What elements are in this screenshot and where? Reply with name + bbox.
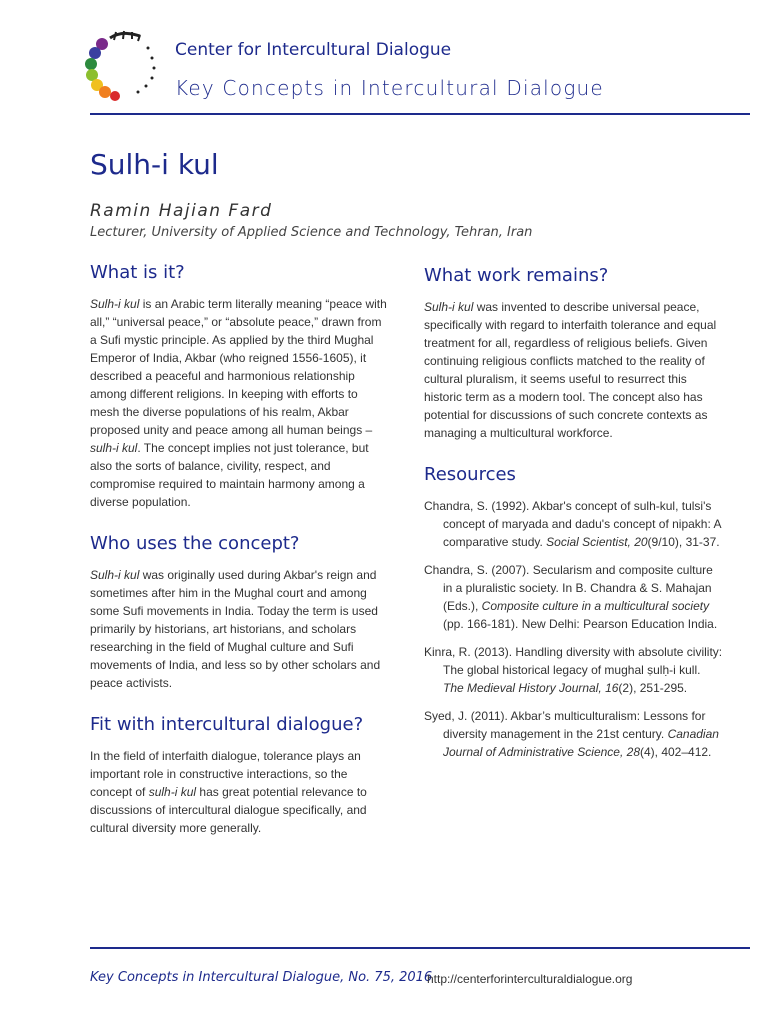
reference-italic: Social Scientist, 20 [546, 535, 648, 549]
reference-text: Chandra, S. (2007). Secularism and composite culture in a pluralistic society. In B. Chandra & S. Mahajan (Eds.), [424, 563, 713, 613]
term-italic: sulh-i kul [90, 441, 138, 455]
what-is-it-paragraph [90, 295, 390, 511]
right-column [424, 265, 724, 771]
header-divider [90, 113, 750, 115]
reference-item [424, 561, 724, 633]
reference-item [424, 643, 724, 697]
reference-italic: Canadian Journal of Administrative Science, 28 [443, 727, 719, 759]
term-italic: Sulh-i kul [424, 300, 474, 314]
footer-citation: Key Concepts in Intercultural Dialogue, No. 75, 2016 [90, 970, 433, 985]
reference-text: (9/10), 31-37. [647, 535, 720, 549]
paragraph-text: . The concept implies not just tolerance, but also the sorts of balance, civility, respect, and compromise required to maintain harmony among a diverse population. [90, 441, 369, 509]
who-uses-heading: Who uses the concept? [90, 533, 300, 554]
reference-text: (pp. 166-181). New Delhi: Pearson Education India. [443, 617, 718, 631]
paragraph-text: is an Arabic term literally meaning “peace with all,” “universal peace,” or “absolute peace,” drawn from a Sufi mystic principle. As applied by the third Mughal Emperor of India, Akbar (who reigned 1556-1605), it described a peaceful and harmonious relationship among different religions. In keeping with efforts to mesh the diverse populations of his realm, Akbar proposed unity and peace among all human beings – [90, 297, 387, 437]
fit-paragraph [90, 747, 390, 837]
org-name: Center for Intercultural Dialogue [175, 40, 452, 60]
reference-italic: The Medieval History Journal, 16 [443, 681, 619, 695]
paragraph-text: In the field of interfaith dialogue, tolerance plays an important role in constructive interactions, so the concept of [90, 749, 361, 799]
reference-text: (2), 251-295. [618, 681, 688, 695]
series-title: Key Concepts in Intercultural Dialogue [175, 76, 604, 100]
work-remains-heading: What work remains? [424, 265, 609, 286]
author-affiliation: Lecturer, University of Applied Science and Technology, Tehran, Iran [90, 225, 533, 240]
reference-item [424, 707, 724, 761]
what-is-it-heading: What is it? [90, 262, 185, 283]
reference-text: Syed, J. (2011). Akbar’s multiculturalism: Lessons for diversity management in the 21st century. [424, 709, 706, 741]
term-italic: Sulh-i kul [90, 297, 140, 311]
footer-url-link[interactable]: http://centerforinterculturaldialogue.org [427, 972, 633, 986]
fit-heading: Fit with intercultural dialogue? [90, 714, 364, 735]
author-name: Ramin Hajian Fard [90, 201, 273, 221]
reference-text: Kinra, R. (2013). Handling diversity with absolute civility: The global historical legacy of mughal ṣulḥ-i kull. [424, 645, 723, 677]
who-uses-paragraph [90, 566, 390, 692]
paragraph-text: has great potential relevance to discussions of intercultural dialogue specifically, and cultural diversity more generally. [90, 785, 367, 835]
paragraph-text: was invented to describe universal peace, specifically with regard to interfaith tolerance and equal treatment for all, regardless of religious beliefs. Given continuing religious conflicts matched to the reality of cultural pluralism, it seems useful to resurrect this historic term as a modern tool. The concept also has potential for discussions of such concrete contexts as managing a multicultural workforce. [424, 300, 717, 440]
reference-text: Chandra, S. (1992). Akbar's concept of sulh-kul, tulsi's concept of maryada and dadu's concept of nipakh: A comparative study. [424, 499, 721, 549]
term-italic: Sulh-i kul [90, 568, 140, 582]
resources-heading: Resources [424, 464, 516, 485]
footer-divider [90, 947, 750, 949]
paragraph-text: was originally used during Akbar's reign and sometimes after him in the Mughal court and among some Sufi movements in India. Today the term is used primarily by historians, art historians, and scholars researching in the field of Mughal culture and Sufi movements of India, and less so by other scholars and peace activists. [90, 568, 381, 690]
work-remains-paragraph [424, 298, 724, 442]
reference-italic: Composite culture in a multicultural society [481, 599, 710, 613]
left-column [90, 262, 390, 859]
reference-item [424, 497, 724, 551]
article-title: Sulh-i kul [90, 148, 219, 181]
center-logo [82, 26, 162, 106]
term-italic: sulh-i kul [148, 785, 197, 799]
reference-text: (4), 402–412. [640, 745, 712, 759]
